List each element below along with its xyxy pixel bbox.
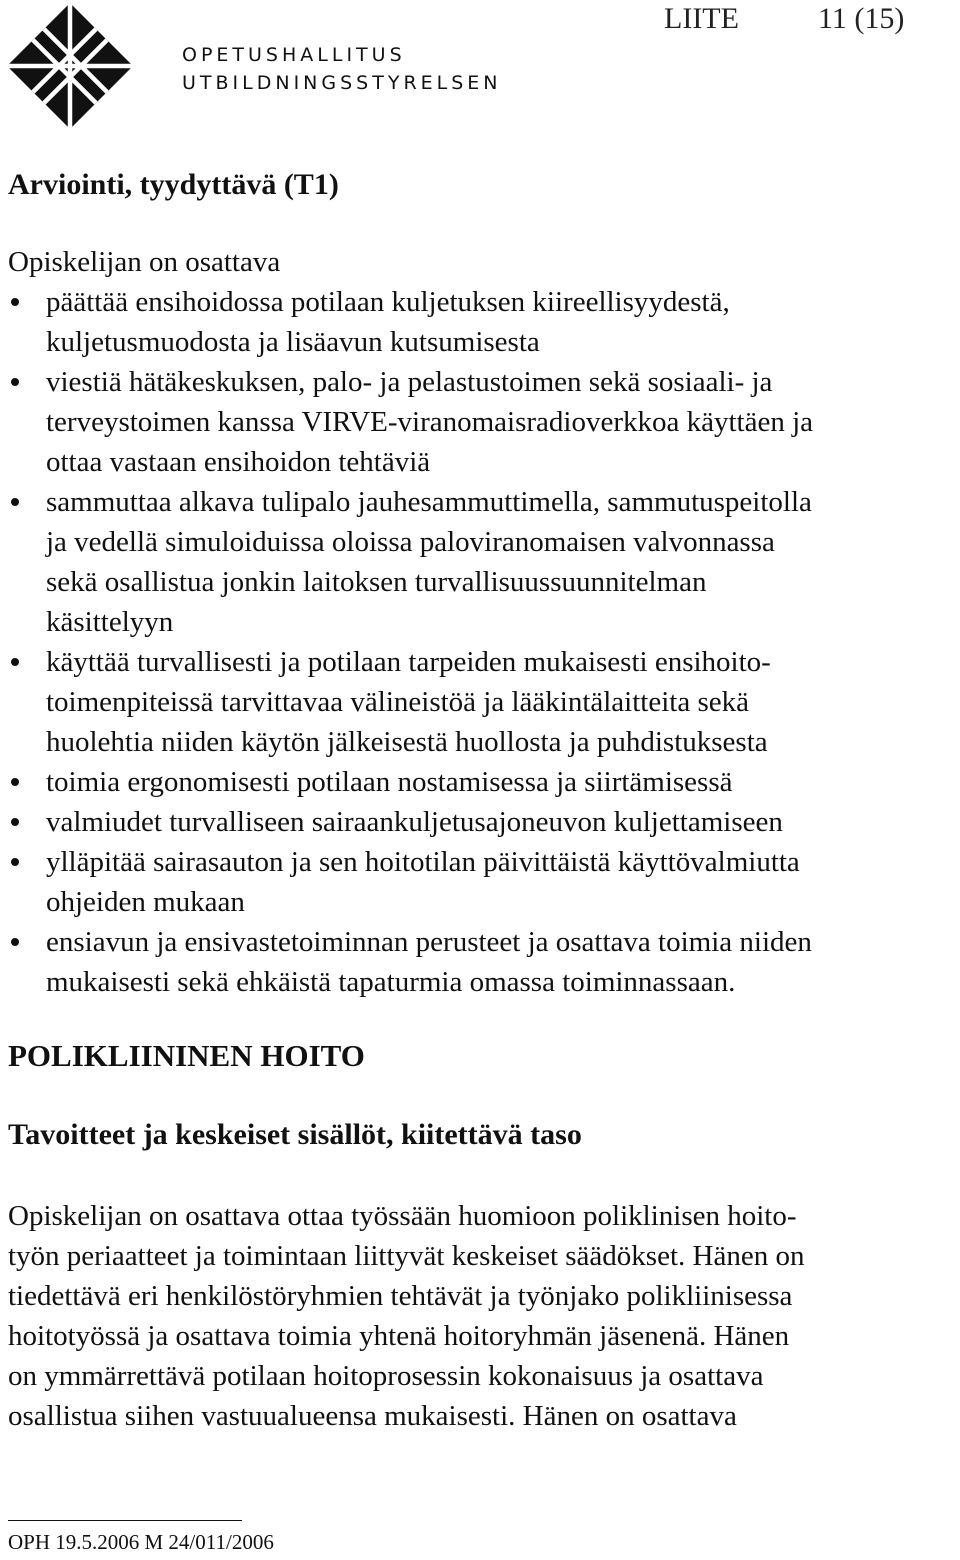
paragraph-line: hoitotyössä ja osattava toimia yhtenä hoitoryhmän jäsenenä. Hänen bbox=[8, 1320, 790, 1352]
list-item-line: huolehtia niiden käytön jälkeisestä huollosta ja puhdistuksesta bbox=[46, 726, 768, 758]
paragraph-line: Opiskelijan on osattava ottaa työssään huomioon poliklinisen hoito- bbox=[8, 1200, 797, 1232]
list-item-line: sekä osallistua jonkin laitoksen turvallisuussuunnitelman bbox=[46, 566, 707, 598]
page-number: 11 (15) bbox=[818, 2, 905, 35]
org-name-swedish: UTBILDNINGSSTYRELSEN bbox=[182, 72, 502, 94]
list-item-line: päättää ensihoidossa potilaan kuljetuksen kiireellisyydestä, bbox=[46, 286, 730, 318]
competency-list bbox=[0, 282, 960, 1002]
list-item bbox=[0, 282, 960, 362]
list-item-line: ohjeiden mukaan bbox=[46, 886, 245, 918]
list-item-line: valmiudet turvalliseen sairaankuljetusajoneuvon kuljettamiseen bbox=[46, 806, 783, 838]
list-item-line: mukaisesti sekä ehkäistä tapaturmia omassa toiminnassaan. bbox=[46, 966, 736, 998]
org-name-finnish: OPETUSHALLITUS bbox=[182, 44, 406, 66]
list-item-line: toimia ergonomisesti potilaan nostamisessa ja siirtämisessä bbox=[46, 766, 733, 798]
footer-reference: OPH 19.5.2006 M 24/011/2006 bbox=[8, 1530, 274, 1554]
list-item bbox=[0, 362, 960, 482]
paragraph-line: on ymmärrettävä potilaan hoitoprosessin kokonaisuus ja osattava bbox=[8, 1360, 764, 1392]
section-heading-polyclinic: POLIKLIININEN HOITO bbox=[8, 1038, 365, 1073]
list-item-line: kuljetusmuodosta ja lisäavun kutsumisesta bbox=[46, 326, 540, 358]
subheading-goals: Tavoitteet ja keskeiset sisällöt, kiitettävä taso bbox=[8, 1118, 582, 1151]
intro-text: Opiskelijan on osattava bbox=[8, 246, 281, 278]
list-item bbox=[0, 802, 960, 842]
list-item-line: ylläpitää sairasauton ja sen hoitotilan päivittäistä käyttövalmiutta bbox=[46, 846, 800, 878]
paragraph-line: tiedettävä eri henkilöstöryhmien tehtävät ja työnjako polikliinisessa bbox=[8, 1280, 793, 1312]
appendix-label: LIITE bbox=[664, 2, 739, 35]
list-item-line: ja vedellä simuloiduissa oloissa paloviranomaisen valvonnassa bbox=[46, 526, 775, 558]
list-item-line: käyttää turvallisesti ja potilaan tarpeiden mukaisesti ensihoito- bbox=[46, 646, 771, 678]
list-item-line: ottaa vastaan ensihoidon tehtäviä bbox=[46, 446, 431, 478]
paragraph-line: osallistua siihen vastuualueensa mukaisesti. Hänen on osattava bbox=[8, 1400, 737, 1432]
list-item bbox=[0, 482, 960, 642]
list-item-line: viestiä hätäkeskuksen, palo- ja pelastustoimen sekä sosiaali- ja bbox=[46, 366, 773, 398]
list-item-line: ensiavun ja ensivastetoiminnan perusteet ja osattava toimia niiden bbox=[46, 926, 812, 958]
list-item-line: terveystoimen kanssa VIRVE-viranomaisradioverkkoa käyttäen ja bbox=[46, 406, 814, 438]
footer-rule bbox=[8, 1520, 242, 1521]
opetushallitus-logo bbox=[4, 0, 136, 132]
list-item bbox=[0, 922, 960, 1002]
section-heading-assessment: Arviointi, tyydyttävä (T1) bbox=[8, 168, 339, 201]
list-item bbox=[0, 762, 960, 802]
body-paragraph bbox=[8, 1196, 804, 1436]
list-item-line: toimenpiteissä tarvittavaa välineistöä ja lääkintälaitteita sekä bbox=[46, 686, 749, 718]
list-item bbox=[0, 842, 960, 922]
paragraph-line: työn periaatteet ja toimintaan liittyvät keskeiset säädökset. Hänen on bbox=[8, 1240, 805, 1272]
list-item bbox=[0, 642, 960, 762]
list-item-line: sammuttaa alkava tulipalo jauhesammuttimella, sammutuspeitolla bbox=[46, 486, 812, 518]
list-item-line: käsittelyyn bbox=[46, 606, 174, 638]
